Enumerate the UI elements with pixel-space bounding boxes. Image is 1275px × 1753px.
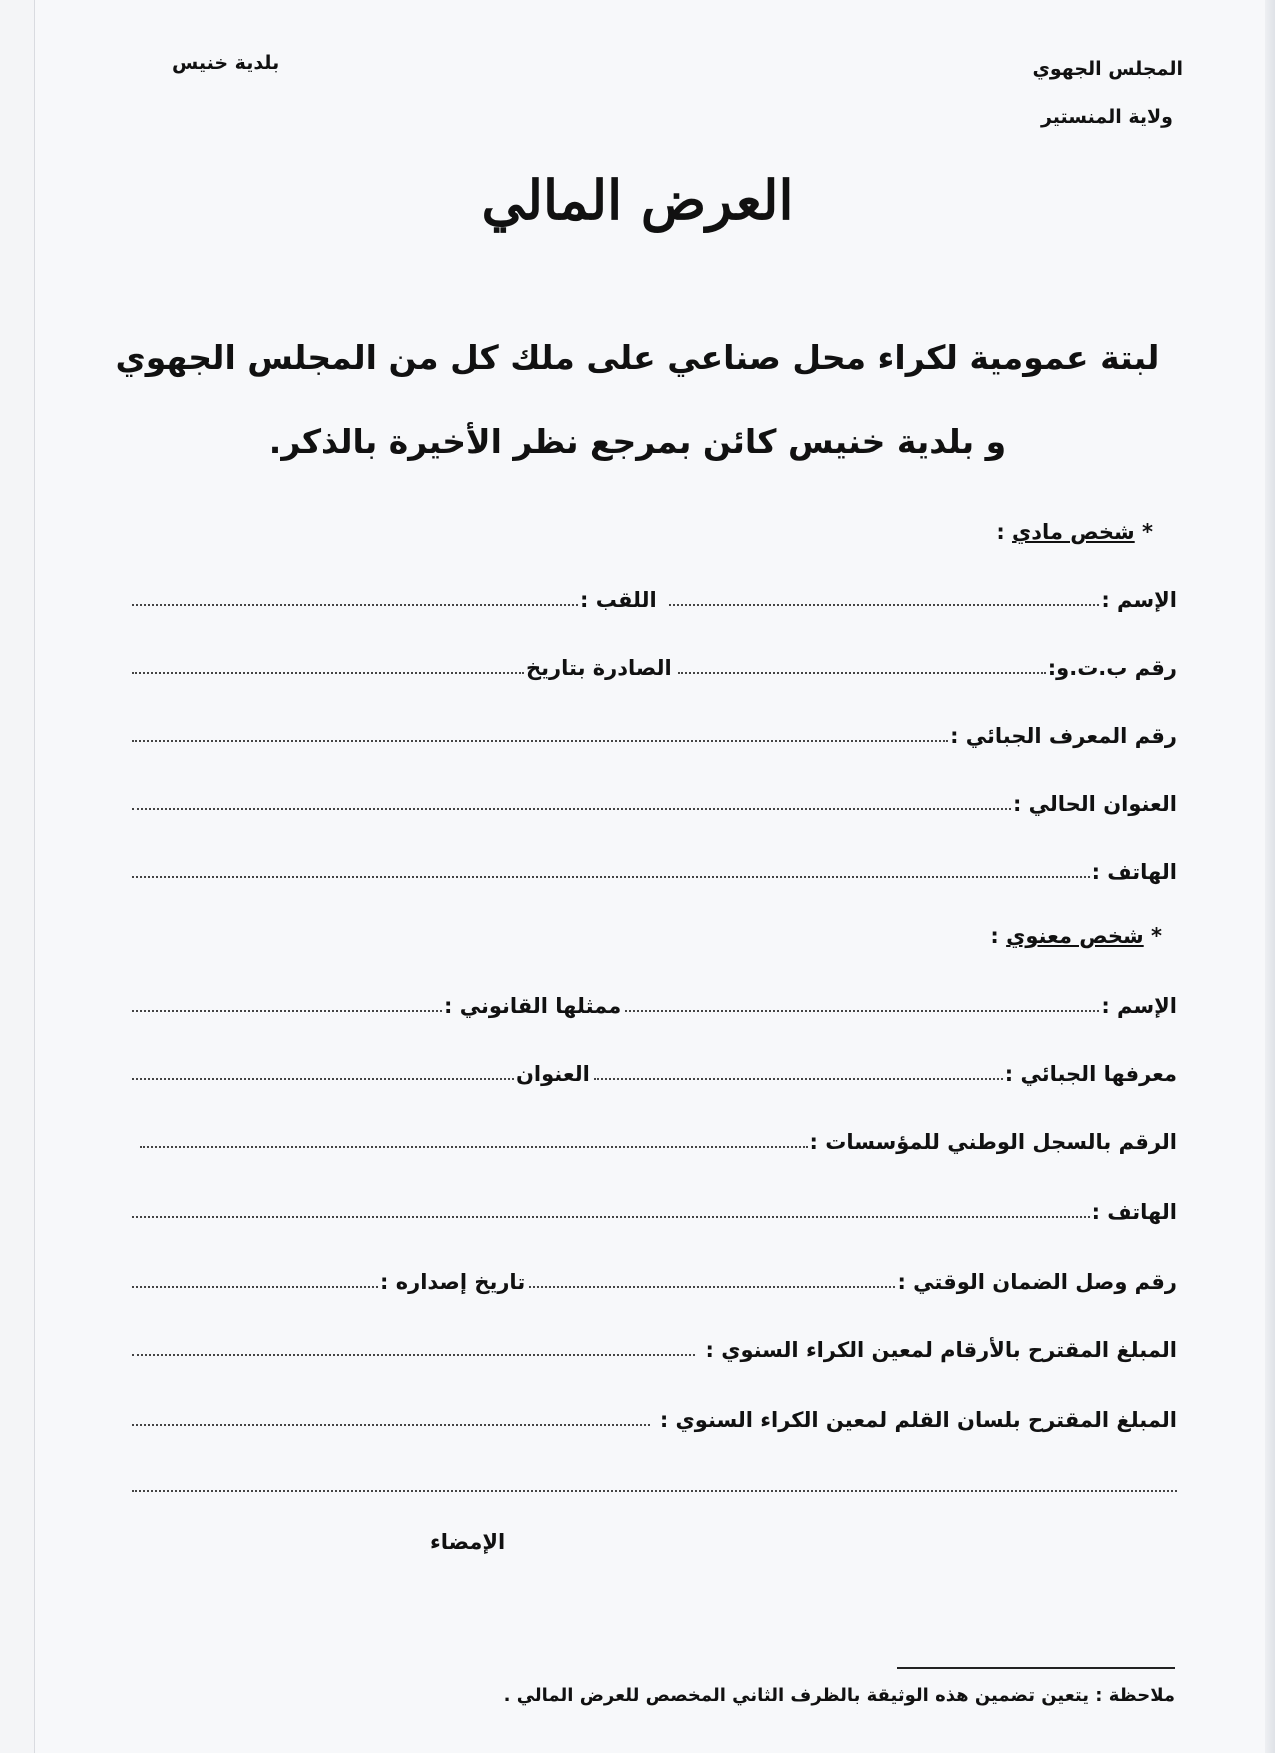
tax-id-label: رقم المعرف الجبائي :: [950, 724, 1177, 748]
header-regional-council: المجلس الجهوي: [1032, 58, 1183, 80]
company-phone-label: الهاتف :: [1091, 1200, 1177, 1224]
company-address-label: العنوان: [516, 1062, 590, 1086]
name-label: الإسم :: [1101, 588, 1177, 612]
id-label: رقم ب.ت.و:: [1047, 656, 1177, 680]
section-physical-person: [996, 520, 1153, 544]
amount-digits-field[interactable]: [132, 1354, 695, 1356]
form-row-amount-digits: [132, 1322, 1177, 1362]
registry-label: الرقم بالسجل الوطني للمؤسسات :: [809, 1130, 1177, 1154]
amount-words-field[interactable]: [132, 1424, 650, 1426]
registry-field[interactable]: [140, 1146, 808, 1148]
company-tax-id-label: معرفها الجبائي :: [1004, 1062, 1177, 1086]
legal-rep-field[interactable]: [132, 1010, 442, 1012]
address-label: العنوان الحالي :: [1012, 792, 1177, 816]
issued-date-label: الصادرة بتاريخ: [526, 656, 672, 680]
section-star: *: [1134, 520, 1153, 544]
form-row-address: [132, 776, 1177, 816]
form-row-amount-words-continued: [132, 1458, 1177, 1498]
issued-date-field[interactable]: [132, 672, 524, 674]
section-star: *: [1143, 924, 1162, 948]
surname-label: اللقب :: [580, 588, 657, 612]
id-field[interactable]: [678, 672, 1046, 674]
phone-label: الهاتف :: [1091, 860, 1177, 884]
section-heading: شخص مادي: [1012, 520, 1135, 544]
company-name-label: الإسم :: [1101, 994, 1177, 1018]
subtitle-line2: و بلدية خنيس كائن بمرجع نظر الأخيرة بالذكر.: [268, 422, 1007, 461]
guarantee-receipt-field[interactable]: [529, 1286, 895, 1288]
form-row-tax-id: [132, 708, 1177, 748]
section-legal-person: [990, 924, 1162, 948]
tax-id-field[interactable]: [132, 740, 948, 742]
guarantee-date-label: تاريخ إصداره :: [380, 1270, 526, 1294]
signature-label: الإمضاء: [430, 1530, 506, 1554]
legal-rep-label: ممثلها القانوني :: [444, 994, 622, 1018]
form-row-company-name: [132, 978, 1177, 1018]
form-row-name-surname: [132, 572, 1177, 612]
header-governorate: ولاية المنستير: [1040, 106, 1173, 128]
company-tax-id-field[interactable]: [594, 1078, 1003, 1080]
company-phone-field[interactable]: [132, 1216, 1090, 1218]
form-row-id: [132, 640, 1177, 680]
guarantee-date-field[interactable]: [132, 1286, 378, 1288]
company-name-field[interactable]: [625, 1010, 1099, 1012]
name-field[interactable]: [669, 604, 1100, 606]
page-edge: [1265, 0, 1275, 1753]
note-text: ملاحظة : يتعين تضمين هذه الوثيقة بالظرف الثاني المخصص للعرض المالي .: [503, 1685, 1175, 1706]
amount-words-field-continued[interactable]: [132, 1490, 1177, 1492]
section-heading: شخص معنوي: [1006, 924, 1144, 948]
form-row-amount-words: [132, 1392, 1177, 1432]
form-row-company-phone: [132, 1184, 1177, 1224]
form-row-company-tax: [132, 1046, 1177, 1086]
note-divider: [897, 1667, 1175, 1669]
page-title: العرض المالي: [481, 168, 794, 232]
section-colon: :: [996, 520, 1013, 544]
form-row-registry: [132, 1114, 1177, 1154]
amount-words-label: المبلغ المقترح بلسان القلم لمعين الكراء السنوي :: [659, 1408, 1177, 1432]
phone-field[interactable]: [132, 876, 1090, 878]
guarantee-receipt-label: رقم وصل الضمان الوقتي :: [897, 1270, 1177, 1294]
amount-digits-label: المبلغ المقترح بالأرقام لمعين الكراء السنوي :: [705, 1338, 1177, 1362]
form-row-guarantee: [132, 1254, 1177, 1294]
form-row-phone: [132, 844, 1177, 884]
surname-field[interactable]: [132, 604, 578, 606]
company-address-field[interactable]: [132, 1078, 514, 1080]
header-municipality: بلدية خنيس: [172, 52, 280, 74]
subtitle-line1: لبتة عمومية لكراء محل صناعي على ملك كل من المجلس الجهوي: [115, 338, 1160, 377]
address-field[interactable]: [132, 808, 1011, 810]
section-colon: :: [990, 924, 1007, 948]
